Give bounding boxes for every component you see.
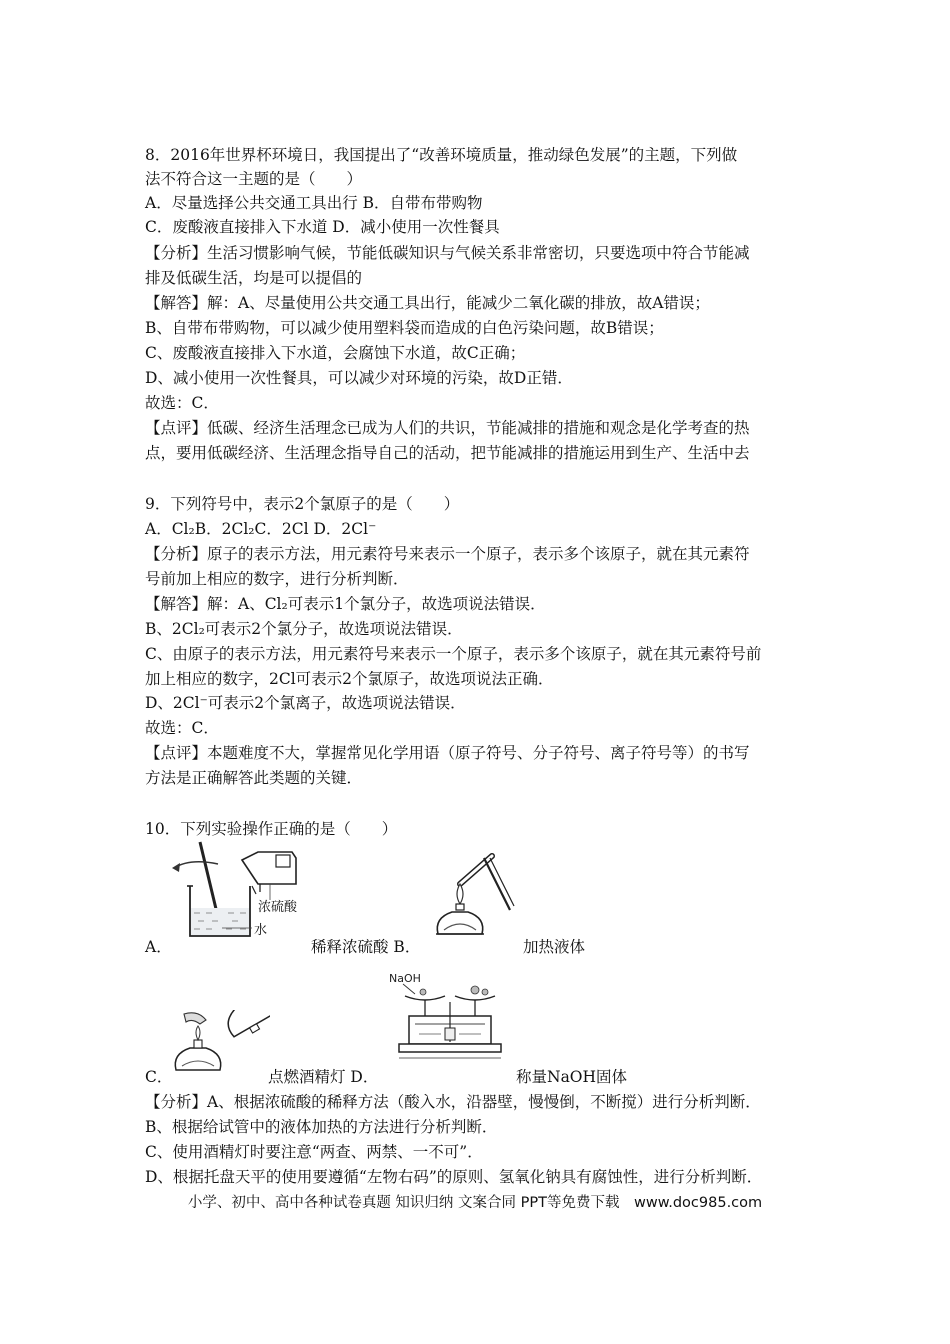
q8-analysis-line2: 排及低碳生活，均是可以提倡的: [145, 269, 363, 287]
q10-stem: 10．下列实验操作正确的是（ ）: [145, 820, 398, 838]
lighting-alcohol-lamp-figure: [170, 1010, 270, 1074]
q9-options: A．Cl₂B．2Cl₂C．2Cl D．2Cl⁻: [145, 520, 377, 538]
q9-answer-line3: C、由原子的表示方法，用元素符号来表示一个原子，表示多个该原子，就在其元素符号前: [145, 645, 762, 663]
q10-analysis-line1: 【分析】A、根据浓硫酸的稀释方法（酸入水，沿器壁，慢慢倒，不断搅）进行分析判断．: [145, 1093, 761, 1111]
q9-analysis-line2: 号前加上相应的数字，进行分析判断．: [145, 570, 409, 588]
water-label: 水: [254, 923, 268, 938]
q10-option-b-caption: 加热液体: [523, 938, 586, 956]
q10-analysis-line2: B、根据给试管中的液体加热的方法进行分析判断．: [145, 1118, 498, 1136]
q8-options-ab: A．尽量选择公共交通工具出行 B．自带布带购物: [145, 194, 483, 212]
beaker-dilution-figure: [160, 838, 310, 942]
q10-analysis-line4: D、根据托盘天平的使用要遵循“左物右码”的原则、氢氧化钠具有腐蚀性，进行分析判断．: [145, 1168, 763, 1186]
q9-stem: 9．下列符号中，表示2个氯原子的是（ ）: [145, 495, 460, 513]
q9-answer-line5: D、2Cl⁻可表示2个氯离子，故选项说法错误．: [145, 694, 466, 712]
q8-answer-line1: 【解答】解：A、尽量使用公共交通工具出行，能减少二氧化碳的排放，故A错误；: [145, 294, 710, 312]
naoh-label: NaOH: [389, 972, 421, 985]
acid-label: 浓硫酸: [258, 900, 298, 915]
q9-comment-line1: 【点评】本题难度不大，掌握常见化学用语（原子符号、分子符号、离子符号等）的书写: [145, 744, 750, 762]
q9-comment-line2: 方法是正确解答此类题的关键．: [145, 769, 363, 787]
q8-stem-line1: 8．2016年世界杯环境日，我国提出了“改善环境质量，推动绿色发展”的主题，下列做: [145, 146, 738, 164]
q8-stem-line2: 法不符合这一主题的是（ ）: [145, 170, 363, 188]
q8-comment-line1: 【点评】低碳、经济生活理念已成为人们的共识，节能减排的措施和观念是化学考查的热: [145, 419, 750, 437]
q9-choice: 故选：C．: [145, 719, 219, 737]
q8-options-cd: C．废酸液直接排入下水道 D．减小使用一次性餐具: [145, 218, 500, 236]
heating-test-tube-figure: [430, 848, 530, 944]
q9-answer-line1: 【解答】解：A、Cl₂可表示1个氯分子，故选项说法错误．: [145, 595, 546, 613]
q10-option-d-caption: 称量NaOH固体: [516, 1068, 628, 1086]
q8-analysis-line1: 【分析】生活习惯影响气候，节能低碳知识与气候关系非常密切，只要选项中符合节能减: [145, 244, 750, 262]
q9-answer-line2: B、2Cl₂可表示2个氯分子，故选项说法错误．: [145, 620, 463, 638]
q10-option-a-caption: 稀释浓硫酸 B．: [311, 938, 421, 956]
q9-answer-line4: 加上相应的数字，2Cl可表示2个氯原子，故选项说法正确．: [145, 670, 554, 688]
q8-answer-line2: B、自带布带购物，可以减少使用塑料袋而造成的白色污染问题，故B错误；: [145, 319, 664, 337]
q8-choice: 故选：C．: [145, 394, 219, 412]
q10-option-c-caption: 点燃酒精灯 D．: [268, 1068, 379, 1086]
q10-analysis-line3: C、使用酒精灯时要注意“两查、两禁、一不可”．: [145, 1143, 483, 1161]
q10-option-a-letter: A．: [145, 938, 172, 956]
q9-analysis-line1: 【分析】原子的表示方法，用元素符号来表示一个原子，表示多个该原子，就在其元素符: [145, 545, 750, 563]
q8-comment-line2: 点，要用低碳经济、生活理念指导自己的活动，把节能减排的措施运用到生产、生活中去: [145, 444, 750, 462]
q8-answer-line4: D、减小使用一次性餐具，可以减少对环境的污染，故D正错．: [145, 369, 573, 387]
q10-option-c-letter: C．: [145, 1068, 173, 1086]
q8-answer-line3: C、废酸液直接排入下水道，会腐蚀下水道，故C正确；: [145, 344, 526, 362]
page-footer: 小学、初中、高中各种试卷真题 知识归纳 文案合同 PPT等免费下载 www.doc985.com: [187, 1195, 763, 1211]
balance-weighing-figure: [385, 968, 515, 1064]
